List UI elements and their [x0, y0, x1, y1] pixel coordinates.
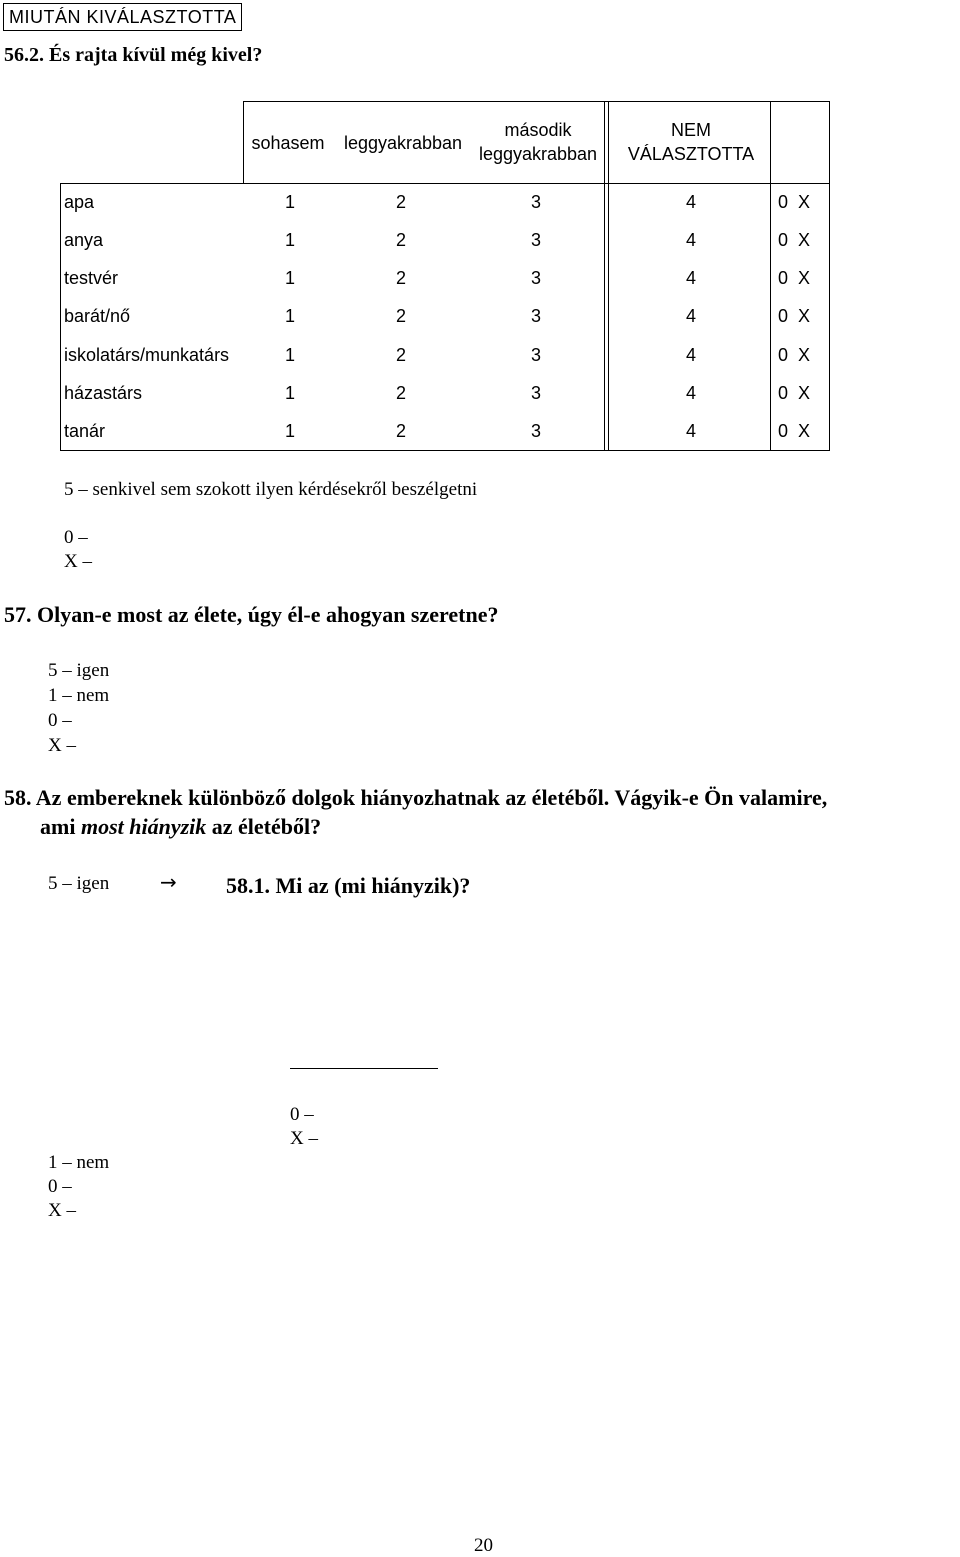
code-cell: 1 [285, 383, 296, 403]
row-label: házastárs [64, 383, 143, 403]
code-cell: 1 [285, 421, 296, 441]
column-header-leggyakrabban: leggyakrabban [343, 133, 463, 153]
tail-codes: 0 X [778, 268, 811, 288]
question-58-title-line2: ami most hiányzik az életéből? [40, 814, 322, 839]
option-zero[interactable]: 0 – [48, 1176, 72, 1197]
row-label: anya [64, 230, 104, 250]
row-label: testvér [64, 268, 119, 288]
tail-codes: 0 X [778, 306, 811, 326]
code-cell: 1 [285, 345, 296, 365]
option-zero[interactable]: 0 – [290, 1104, 314, 1125]
column-header-nem-valasztotta: NEM VÁLASZTOTTA [627, 120, 755, 164]
row-label: apa [64, 192, 95, 212]
page-number: 20 [474, 1535, 493, 1556]
code-cell: 2 [396, 421, 407, 441]
question-57-title: 57. Olyan-e most az élete, úgy él-e ahogyan szeretne? [4, 602, 499, 627]
tail-codes: 0 X [778, 192, 811, 212]
code-cell: 3 [531, 345, 542, 365]
question-58-title-line1: 58. Az embereknek különböző dolgok hiányozhatnak az életéből. Vágyik-e Ön valamire, [4, 785, 828, 810]
code-cell: 2 [396, 230, 407, 250]
code-cell: 2 [396, 383, 407, 403]
row-label: tanár [64, 421, 106, 441]
tail-codes: 0 X [778, 421, 811, 441]
option-x[interactable]: X – [48, 1200, 76, 1221]
option-igen[interactable]: 5 – igen [48, 873, 110, 894]
code-cell: 2 [396, 192, 407, 212]
option-nem[interactable]: 1 – nem [48, 685, 110, 706]
code-cell: 1 [285, 306, 296, 326]
code-cell: 3 [531, 306, 542, 326]
subquestion-title: 56.2. És rajta kívül még kivel? [4, 44, 263, 66]
code-cell: 1 [285, 192, 296, 212]
code-cell: 4 [686, 383, 697, 403]
tail-codes: 0 X [778, 383, 811, 403]
code-cell: 4 [686, 192, 697, 212]
row-label: iskolatárs/munkatárs [64, 345, 230, 365]
code-cell: 3 [531, 421, 542, 441]
option-igen[interactable]: 5 – igen [48, 660, 110, 681]
code-cell: 2 [396, 306, 407, 326]
column-header-sohasem: sohasem [251, 133, 325, 153]
code-cell: 2 [396, 268, 407, 288]
option-x[interactable]: X – [64, 551, 92, 572]
code-cell: 3 [531, 230, 542, 250]
option-nem[interactable]: 1 – nem [48, 1152, 110, 1173]
code-cell: 3 [531, 192, 542, 212]
column-header-masodik: második leggyakrabban [478, 120, 598, 164]
answer-line[interactable] [290, 1068, 438, 1069]
code-cell: 2 [396, 345, 407, 365]
tail-codes: 0 X [778, 345, 811, 365]
option-x[interactable]: X – [290, 1128, 318, 1149]
code-cell: 4 [686, 268, 697, 288]
code-cell: 1 [285, 230, 296, 250]
code-cell: 3 [531, 383, 542, 403]
option-zero[interactable]: 0 – [64, 527, 88, 548]
option-senkivel[interactable]: 5 – senkivel sem szokott ilyen kérdésekről beszélgetni [64, 479, 478, 500]
tail-codes: 0 X [778, 230, 811, 250]
code-cell: 4 [686, 421, 697, 441]
code-cell: 4 [686, 306, 697, 326]
question-58-1-title: 58.1. Mi az (mi hiányzik)? [226, 873, 471, 898]
code-cell: 4 [686, 230, 697, 250]
status-tag: MIUTÁN KIVÁLASZTOTTA [3, 3, 242, 31]
row-label: barát/nő [64, 306, 131, 326]
code-cell: 4 [686, 345, 697, 365]
code-cell: 3 [531, 268, 542, 288]
code-cell: 1 [285, 268, 296, 288]
option-zero[interactable]: 0 – [48, 710, 72, 731]
arrow-right-icon: → [160, 870, 177, 894]
option-x[interactable]: X – [48, 735, 76, 756]
